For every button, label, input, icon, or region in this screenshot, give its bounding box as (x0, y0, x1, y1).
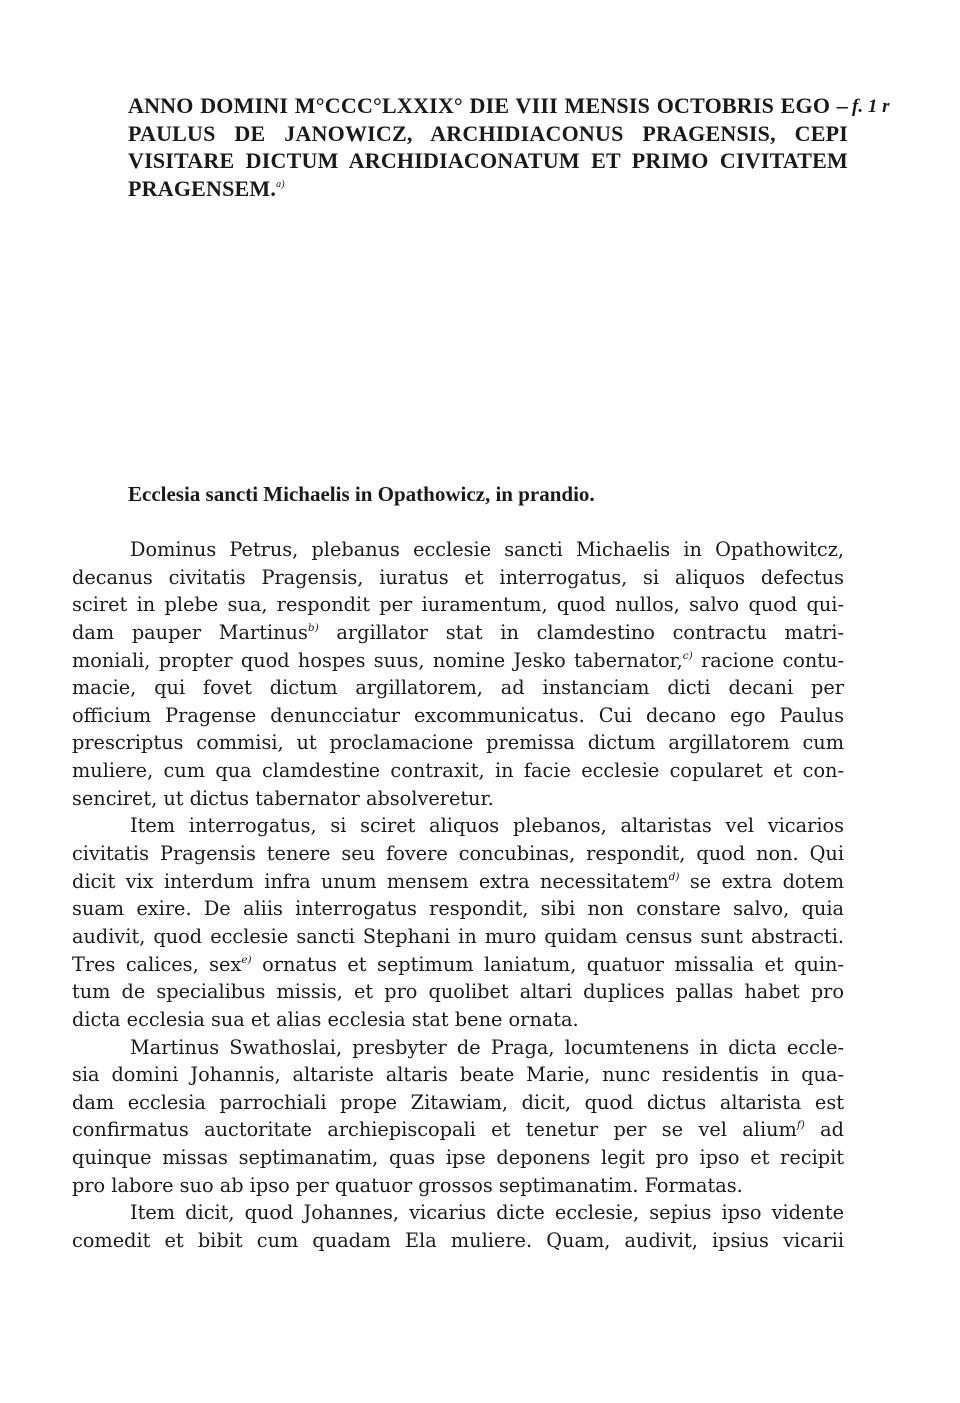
text-line (72, 868, 844, 896)
text-segment: ad (804, 1118, 844, 1142)
text-line: Item dicit, quod Johannes, vicarius dicte ecclesie, sepius ipso vidente (130, 1201, 844, 1225)
heading-line-text: PRAGENSEM. (128, 175, 277, 201)
text-segment: dicit vix interdum infra unum mensem extra necessitatem (72, 869, 669, 893)
text-line: Item interrogatus, si sciret aliquos plebanos, altaristas vel vicarios (130, 814, 844, 838)
text-line: officium Pragense denuncciatur excommunicatus. Cui decano ego Paulus (72, 703, 844, 727)
text-line: dicta ecclesia sua et alias ecclesia stat bene ornata. (72, 1007, 579, 1031)
text-segment: se extra dotem (679, 869, 844, 893)
text-line (72, 951, 844, 979)
section-title: Ecclesia sancti Michaelis in Opathowicz, in prandio. (128, 482, 595, 506)
document-heading (128, 92, 848, 202)
text-line: senciret, ut dictus tabernator absolveretur. (72, 786, 494, 810)
text-segment: dam pauper Martinus (72, 620, 308, 644)
text-line: audivit, quod ecclesie sancti Stephani in muro quidam census sunt abstracti. (72, 924, 844, 948)
text-segment: argillator stat in clamdestino contractu matri- (318, 620, 844, 644)
text-line (72, 647, 844, 675)
text-line: sciret in plebe sua, respondit per iuramentum, quod nullos, salvo quod qui- (72, 593, 844, 617)
heading-line: PAULUS DE JANOWICZ, ARCHIDIACONUS PRAGENSIS, CEPI (128, 120, 848, 146)
text-segment: Tres calices, sex (72, 952, 242, 976)
text-segment: moniali, propter quod hospes suus, nomine Jesko tabernator, (72, 648, 683, 672)
text-line: prescriptus commisi, ut proclamacione premissa dictum argillatorem cum (72, 731, 844, 755)
text-line: civitatis Pragensis tenere seu fovere concubinas, respondit, quod non. Qui (72, 842, 844, 866)
text-line (72, 619, 844, 647)
footnote-mark: d) (668, 870, 680, 883)
text-line: decanus civitatis Pragensis, iuratus et interrogatus, si aliquos defectus (72, 565, 844, 589)
text-line: muliere, cum qua clamdestine contraxit, in facie ecclesie copularet et con- (72, 759, 844, 783)
text-line: dam ecclesia parrochiali prope Zitawiam, dicit, quod dictus altarista est (72, 1090, 844, 1114)
text-line: sia domini Johannis, altariste altaris beate Marie, nunc residentis in qua- (72, 1063, 844, 1087)
heading-line: VISITARE DICTUM ARCHIDIACONATUM ET PRIMO CIVITATEM (128, 148, 848, 173)
heading-line: ANNO DOMINI M°CCC°LXXIX° DIE VIII MENSIS OCTOBRIS EGO – (128, 93, 848, 118)
text-line: macie, qui fovet dictum argillatorem, ad instanciam dicti decani per (72, 676, 844, 700)
heading-line-last (128, 175, 848, 203)
text-line: comedit et bibit cum quadam Ela muliere. Quam, audivit, ipsius vicarii (72, 1229, 844, 1253)
text-line: pro labore suo ab ipso per quatuor grossos septimanatim. Formatas. (72, 1173, 743, 1197)
text-line: tum de specialibus missis, et pro quolibet altari duplices pallas habet pro (72, 980, 844, 1004)
footnote-mark: b) (307, 621, 319, 634)
text-line: suam exire. De aliis interrogatus respondit, sibi non constare salvo, quia (72, 897, 844, 921)
text-line: Dominus Petrus, plebanus ecclesie sancti Michaelis in Opathowitcz, (130, 538, 844, 561)
folio-reference: f. 1 r (852, 96, 890, 117)
footnote-mark: f) (796, 1119, 805, 1132)
text-segment: ornatus et septimum laniatum, quatuor missalia et quin- (251, 952, 844, 976)
body-text (72, 536, 844, 1255)
footnote-mark: e) (241, 953, 252, 966)
text-line (72, 1116, 844, 1144)
text-segment: confirmatus auctoritate archiepiscopali et tenetur per se vel alium (72, 1118, 797, 1142)
text-line: Martinus Swathoslai, presbyter de Praga, locumtenens in dicta eccle- (130, 1035, 844, 1059)
text-line: quinque missas septimanatim, quas ipse deponens legit pro ipso et recipit (72, 1146, 844, 1170)
footnote-mark: c) (682, 649, 693, 662)
text-segment: racione contu- (692, 648, 844, 672)
footnote-mark: a) (276, 178, 285, 190)
